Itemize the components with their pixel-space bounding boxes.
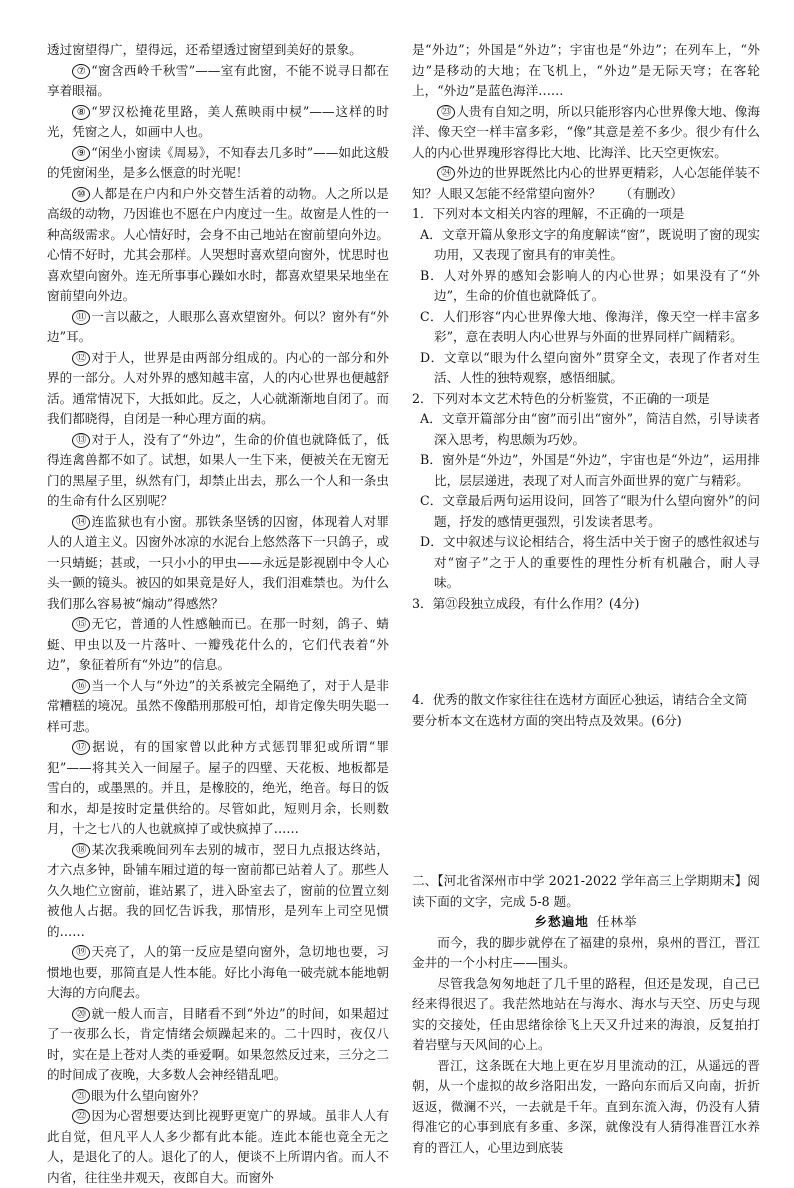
paragraph-text: 据说，有的国家曾以此种方式惩罚罪犯或所谓“罪犯”——将其关入一间屋子。屋子的四壁、天花板、地板都是雪白的，或墨黑的。并且，是橡胶的，绝光，绝音。每日的饭和水，却是按时定量供给的。尽管如此，短则月余，长则数月，十之七八的人也就疯掉了或快疯掉了…… <box>47 739 389 836</box>
section-heading: 二、【河北省深州市中学 2021-2022 学年高三上学期期末】阅读下面的文字，完成 5-8 题。 <box>412 873 760 909</box>
paragraph-number: ⑩ <box>72 187 90 202</box>
paragraph-text: 人都是在户内和户外交替生活着的动物。人之所以是高级的动物，乃因谁也不愿在户内度过一生。故窗是人性的一种高级需求。人心情好时，会身不由己地站在窗前望向外边。心情不好时，尤其会那样。人哭想时喜欢望向窗外，忧思时也喜欢望向窗外。连无所事事心躁如水时，都喜欢望果呆地坐在窗前望向外边。 <box>47 185 389 303</box>
paragraph-text: “罗汉松掩花里路，美人蕉映雨中棂”——这样的时光，凭窗之人，如画中人也。 <box>47 103 389 139</box>
essay-paragraph <box>47 1106 389 1188</box>
paragraph-number: ⑯ <box>72 679 90 694</box>
paragraph-number: ⑨ <box>72 146 90 161</box>
paragraph-number: ⑦ <box>72 64 90 79</box>
paragraph-text: 天亮了，人的第一反应是望向窗外，急切地也要，习惯地也要，那简直是人性本能。好比小海龟一破壳就本能地朝大海的方向爬去。 <box>47 944 389 1000</box>
paragraph-text: 外边的世界既然比内心的世界更精彩，人心怎能佯装不知？人眼又怎能不经常望向窗外？ （有删改） <box>412 165 760 201</box>
right-column <box>412 40 760 1158</box>
question-option: C．文章最后两句运用设问，回答了“眼为什么望向窗外”的问题，抒发的感情更强烈，引发读者思考。 <box>420 493 760 529</box>
essay-paragraph <box>47 184 389 307</box>
answer-space <box>412 614 760 690</box>
essay-paragraph <box>47 143 389 184</box>
article-paragraph: 尽管我急匆匆地赶了几千里的路程，但还是发现，自己已经来得很迟了。我茫然地站在与海水、海水与天空、历史与现实的交接处，任由思绪徐徐飞上天又升过来的海浪，反复拍打着岩壁与天风间的心上。 <box>412 975 760 1052</box>
paragraph-text: 就一般人而言，目睹看不到“外边”的时间，如果超过了一夜那么长，肯定情绪会烦躁起来的。二十四时，夜仅八时，实在是上苍对人类的垂爱啊。如果忽然反过来，三分之二的时间成了夜晚，大多数人会神经错乱吧。 <box>47 1005 389 1082</box>
essay-paragraph <box>47 512 389 615</box>
article-paragraph: 而今，我的脚步就停在了福建的泉州，泉州的晋江，晋江金井的一个小村庄——围头。 <box>412 934 760 970</box>
paragraph-text: 对于人，世界是由两部分组成的。内心的一部分和外界的一部分。人对外界的感知越丰富，人的内心世界也便越舒活。通常情况下，大抵如此。反之，人心就渐渐地自闭了。而我们都晓得，自闭是一种心理方面的病。 <box>47 349 389 426</box>
question-option: C．人们形容“内心世界像大地、像海洋，像天空一样丰富多彩”，意在表明人内心世界与外面的世界同样广阔精彩。 <box>420 308 760 344</box>
paragraph-number: ㉔ <box>437 166 455 181</box>
essay-paragraph <box>412 102 760 164</box>
question-option: A．文章开篇从象形文字的角度解读“窗”，既说明了窗的现实功用，又表现了窗具有的审美性。 <box>420 226 760 262</box>
essay-paragraph <box>47 840 389 943</box>
question-option: A．文章开篇部分由“窗”而引出“窗外”，简洁自然，引导读者深入思考，构思颇为巧妙。 <box>420 411 760 447</box>
essay-paragraph <box>412 40 760 102</box>
paragraph-number: ⑪ <box>72 310 90 325</box>
paragraph-text: 某次我乘晚间列车去别的城市，翌日九点报达终站，才六点多钟，卧铺车厢过道的每一窗前都已站着人了。那些人久久地伫立窗前，谁站累了，进入卧室去了，窗前的位置立刻被他人占据。我的回忆告诉我，那情形，是列车上司空见惯的…… <box>47 841 389 939</box>
paragraph-text: 连监狱也有小窗。那铁条坚锈的囚窗，体现着人对罪人的人道主义。囚窗外冰凉的水泥台上悠然落下一只鸽子，或一只蜻蜓；甚或，一只小小的甲虫——永远是影视剧中令人心头一颤的镜头。被囚的如果竟是好人，我们泪难禁也。为什么我们那么容易被“煽动”得感然？ <box>47 513 389 611</box>
essay-paragraph <box>47 942 389 1004</box>
paragraph-text: 因为心習想要达到比视野更宽广的界域。虽非人人有此自觉，但凡平人人多少都有此本能。连此本能也竟全无之人，是退化了的人。退化了的人，便谈不上所谓内省。而人不内省，往往坐井观天，夜郎自大。而窗外 <box>47 1108 389 1185</box>
question-option: D．文章以“眼为什么望向窗外”贯穿全文，表现了作者对生活、人性的独特观察，感悟细腻。 <box>420 349 760 385</box>
essay-paragraph <box>47 307 389 348</box>
question-stem: 4．优秀的散文作家往往在选材方面匠心独运，请结合全文简要分析本文在选材方面的突出特点及效果。(6分) <box>412 692 748 728</box>
essay-paragraph <box>47 61 389 102</box>
paragraph-number: ⑰ <box>72 740 90 755</box>
paragraph-text: 透过窗望得广，望得远，还希望透过窗望到美好的景象。 <box>47 42 362 57</box>
paragraph-number: ⑭ <box>72 515 90 530</box>
article-title-text: 乡愁遍地 <box>534 914 589 929</box>
essay-paragraph <box>412 163 760 204</box>
paragraph-number: ⑫ <box>72 351 90 366</box>
paragraph-text: 当一个人与“外边”的关系被完全隔绝了，对于人是非常糟糕的境况。虽然不像酷刑那般可怕，却肯定像失明失聪一样可悲。 <box>47 677 389 734</box>
paragraph-text: 是“外边”；外国是“外边”；宇宙也是“外边”；在列车上，“外边”是移动的大地；在飞机上，“外边”是无际天穹；在客轮上，“外边”是蓝色海洋…… <box>412 42 760 98</box>
answer-space <box>412 731 760 871</box>
article-author: 任林举 <box>596 914 638 929</box>
paragraph-text: “闲坐小窗读《周易》，不知春去几多时”——如此这般的凭窗闲坐，是多么惬意的时光呢！ <box>47 144 389 180</box>
essay-paragraph <box>47 614 389 676</box>
article-title <box>412 912 760 933</box>
paragraph-text: “窗含西岭千秋雪”——室有此窗，不能不说寻日都在享着眼福。 <box>47 62 389 98</box>
paragraph-number: ⑮ <box>72 617 90 632</box>
paragraph-text: 对于人，没有了“外边”，生命的价值也就降低了，低得连禽兽都不如了。试想，如果人一生下来，便被关在无窗无门的黑屋子里，纵然有门，却禁止出去，那么一个人和一条虫的生命有什么区别呢？ <box>47 431 389 508</box>
paragraph-number: ㉑ <box>72 1089 90 1104</box>
essay-paragraph <box>47 676 389 738</box>
paragraph-text: 一言以蔽之，人眼那么喜欢望窗外。何以？窗外有“外边”耳。 <box>47 308 389 344</box>
paragraph-number: ㉒ <box>72 1109 90 1124</box>
essay-paragraph <box>47 430 389 512</box>
paragraph-text: 人贵有自知之明，所以只能形容内心世界像大地、像海洋、像天空一样丰富多彩，“像”其意是差不多少。很少有什么人的内心世界瑰形容得比大地、比海洋、比天空更恢宏。 <box>412 103 760 160</box>
question-stem: 1．下列对本文相关内容的理解，不正确的一项是 <box>412 206 685 221</box>
question-option: D．文中叙述与议论相结合，将生活中关于窗子的感性叙述与对“窗子”之于人的重要性的理性分析有机融合，耐人寻味。 <box>420 534 760 590</box>
question-stem: 3．第㉑段独立成段，有什么作用？(4分) <box>412 595 640 611</box>
paragraph-number: ⑬ <box>72 433 90 448</box>
question-option: B．窗外是“外边”，外国是“外边”，宇宙也是“外边”，运用排比，层层递进，表现了对人而言外面世界的宽广与精彩。 <box>420 452 760 488</box>
paragraph-number: ⑱ <box>72 843 90 858</box>
paragraph-number: ㉓ <box>437 105 455 120</box>
question-option: B．人对外界的感知会影响人的内心世界；如果没有了“外边”，生命的价值也就降低了。 <box>420 267 760 303</box>
essay-paragraph <box>47 102 389 143</box>
left-column <box>47 40 389 1188</box>
essay-paragraph <box>47 737 389 840</box>
paragraph-number: ⑳ <box>72 1007 90 1022</box>
paragraph-number: ⑲ <box>72 945 90 960</box>
essay-paragraph <box>47 348 389 430</box>
paragraph-number: ⑧ <box>72 105 90 120</box>
paragraph-text: 眼为什么望向窗外？ <box>91 1087 205 1103</box>
essay-paragraph <box>47 1086 389 1107</box>
paragraph-text: 无它，普通的人性感触而已。在那一时刻，鸽子、蜻蜓、甲虫以及一片落叶、一瓣残花什么的，它们代表着“外边”，象征着所有“外边”的信息。 <box>47 616 389 672</box>
question-stem: 2．下列对本文艺术特色的分析鉴赏，不正确的一项是 <box>412 390 710 406</box>
essay-paragraph <box>47 1004 389 1086</box>
article-paragraph: 晋江，这条既在大地上更在岁月里流动的江，从遥远的晋朝，从一个虚拟的故乡洛阳出发，一路向东而后又向南，折折返返，微澜不兴，一去就是千年。直到东流入海，仍没有人猜得准它的心事到底有多重、多深，就像没有人猜得准晋江水养育的晋江人，心里边到底装 <box>412 1057 760 1155</box>
essay-paragraph <box>47 40 389 61</box>
